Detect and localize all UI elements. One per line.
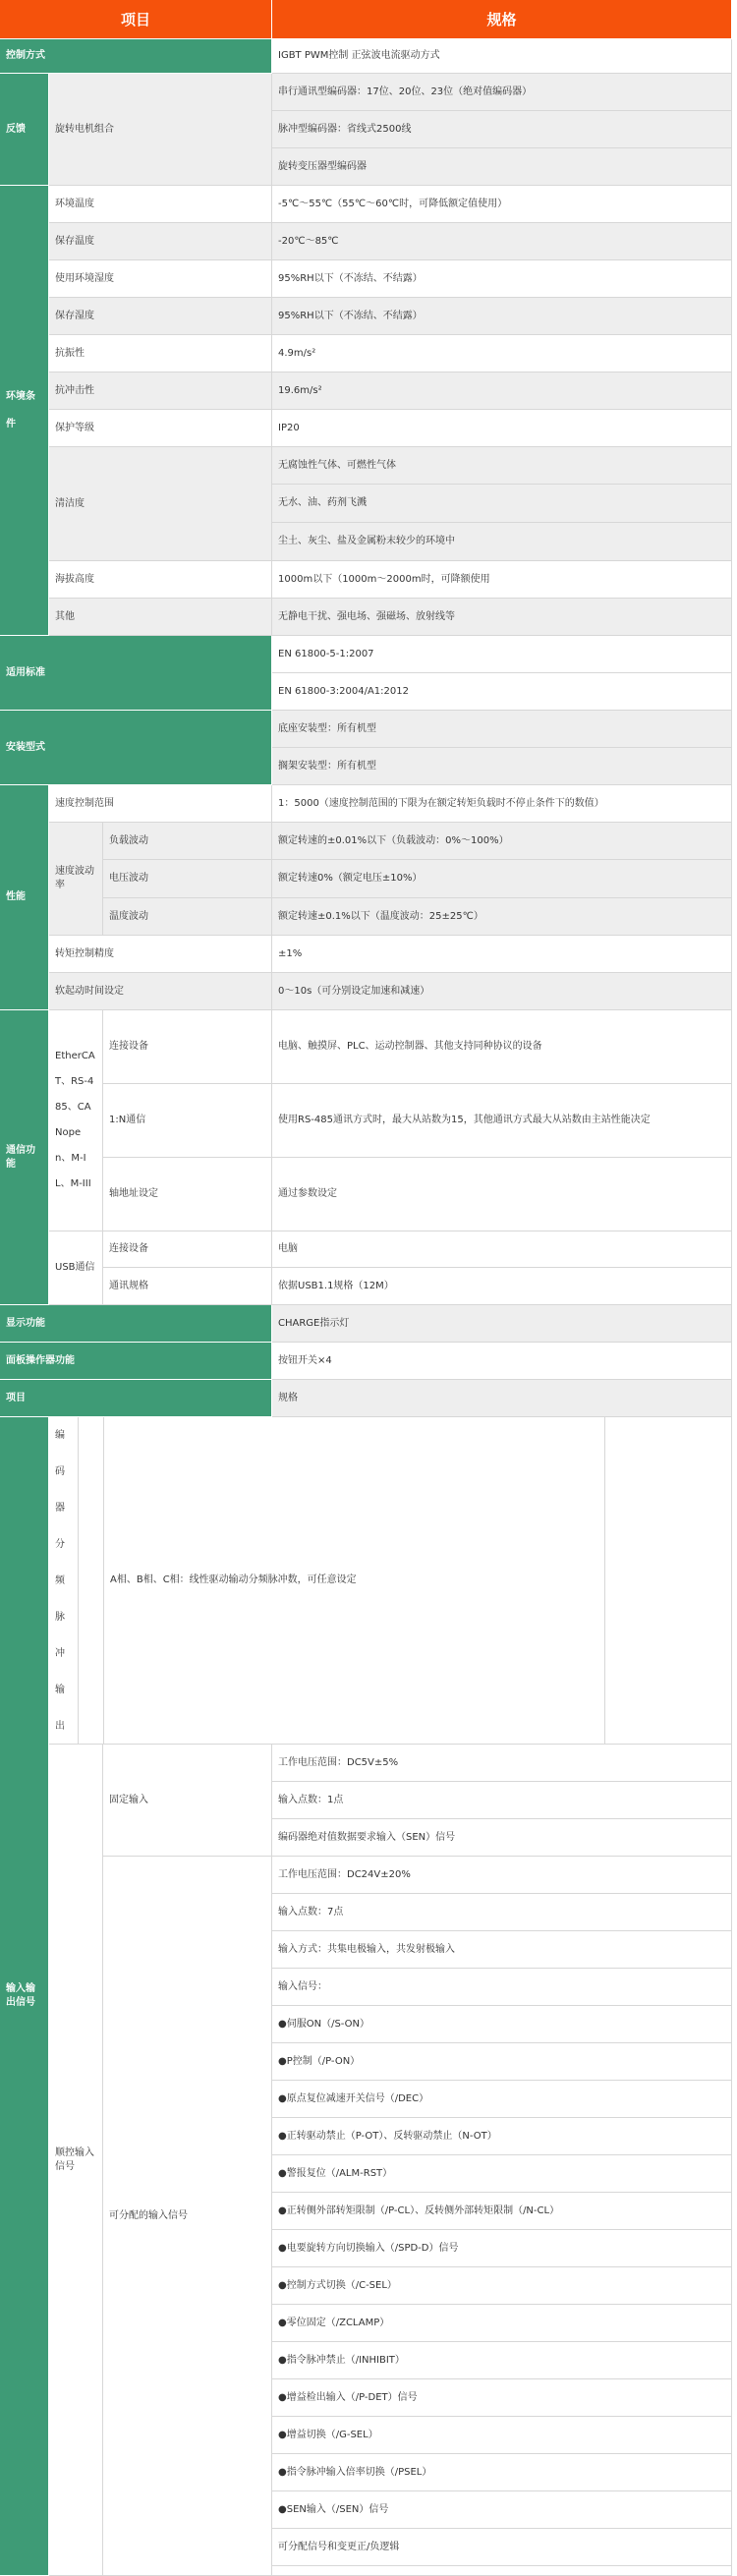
env-name-3: 使用环境湿度 xyxy=(49,260,272,298)
io-assignable-value-18: ●SEN输入（/SEN）信号 xyxy=(272,2491,732,2529)
env-cleanliness-name: 清洁度 xyxy=(49,447,272,561)
feedback-sub: 旋转电机组合 xyxy=(49,74,272,186)
comm-bus-item-3-value: 通过参数设定 xyxy=(272,1158,732,1231)
io-encoder-value: A相、B相、C相：线性驱动输动分频脉冲数，可任意设定 xyxy=(104,1417,605,1745)
panel-label: 面板操作器功能 xyxy=(0,1343,272,1380)
fluctuation-item-2-value: 额定转速0%（额定电压±10%） xyxy=(272,860,732,898)
env-label: 环境条件 xyxy=(0,186,49,636)
comm-usb-item-2-value: 依据USB1.1规格（12M） xyxy=(272,1268,732,1305)
io-assignable-value-16: ●增益切换（/G-SEL） xyxy=(272,2417,732,2454)
env-other-value: 无静电干扰、强电场、强磁场、放射线等 xyxy=(272,599,732,636)
display-label: 显示功能 xyxy=(0,1305,272,1343)
env-value-7: IP20 xyxy=(272,410,732,447)
env-name-7: 保护等级 xyxy=(49,410,272,447)
io-fixed-value-2: 输入点数：1点 xyxy=(272,1782,732,1819)
io-assignable-continuation xyxy=(272,2566,732,2576)
io-assignable-value-10: ●正转侧外部转矩限制（/P-CL）、反转侧外部转矩限制（/N-CL） xyxy=(272,2193,732,2230)
io-seq-label: 顺控输入信号 xyxy=(49,1745,103,2576)
env-value-6: 19.6m/s² xyxy=(272,372,732,410)
fluctuation-item-1-name: 负载波动 xyxy=(103,823,272,860)
env-value-3: 95%RH以下（不冻结、不结露） xyxy=(272,260,732,298)
env-name-1: 环境温度 xyxy=(49,186,272,223)
comm-bus-item-2-name: 1:N通信 xyxy=(103,1084,272,1158)
fluctuation-item-3-value: 额定转速±0.1%以下（温度波动：25±25℃） xyxy=(272,898,732,936)
env-value-2: -20℃～85℃ xyxy=(272,223,732,260)
torque-accuracy-name: 转矩控制精度 xyxy=(49,936,272,973)
feedback-value-3: 旋转变压器型编码器 xyxy=(272,148,732,186)
io-assignable-value-1: 工作电压范围：DC24V±20% xyxy=(272,1857,732,1894)
io-fixed-value-3: 编码器绝对值数据要求输入（SEN）信号 xyxy=(272,1819,732,1857)
env-cleanliness-value-2: 无水、油、药剂飞溅 xyxy=(272,485,732,523)
env-name-6: 抗冲击性 xyxy=(49,372,272,410)
io-encoder-spacer xyxy=(79,1417,104,1745)
display-value: CHARGE指示灯 xyxy=(272,1305,732,1343)
mounting-label: 安装型式 xyxy=(0,711,272,785)
comm-bus-item-1-value: 电脑、触摸屏、PLC、运动控制器、其他支持同种协议的设备 xyxy=(272,1010,732,1084)
mounting-value-1: 底座安装型：所有机型 xyxy=(272,711,732,748)
comm-usb-item-1-name: 连接设备 xyxy=(103,1231,272,1268)
comm-bus-item-3-name: 轴地址设定 xyxy=(103,1158,272,1231)
header-spec: 规格 xyxy=(272,0,732,39)
subheader-value: 规格 xyxy=(272,1380,732,1417)
io-assignable-name: 可分配的输入信号 xyxy=(103,1857,272,2576)
comm-usb-name: USB通信 xyxy=(49,1231,103,1305)
io-encoder-blank xyxy=(605,1417,732,1745)
speed-range-value: 1：5000（速度控制范围的下限为在额定转矩负载时不停止条件下的数值） xyxy=(272,785,732,823)
env-value-4: 95%RH以下（不冻结、不结露） xyxy=(272,298,732,335)
env-name-5: 抗振性 xyxy=(49,335,272,372)
env-altitude-name: 海拔高度 xyxy=(49,561,272,599)
io-assignable-value-8: ●正转驱动禁止（P-OT）、反转驱动禁止（N-OT） xyxy=(272,2118,732,2155)
io-assignable-value-14: ●指令脉冲禁止（/INHIBIT） xyxy=(272,2342,732,2379)
fluctuation-item-1-value: 额定转速的±0.01%以下（负载波动：0%～100%） xyxy=(272,823,732,860)
standards-label: 适用标准 xyxy=(0,636,272,711)
env-name-2: 保存温度 xyxy=(49,223,272,260)
env-value-1: -5℃～55℃（55℃～60℃时，可降低额定值使用） xyxy=(272,186,732,223)
soft-start-name: 软起动时间设定 xyxy=(49,973,272,1010)
torque-accuracy-value: ±1% xyxy=(272,936,732,973)
feedback-value-2: 脉冲型编码器：省线式2500线 xyxy=(272,111,732,148)
io-assignable-value-7: ●原点复位减速开关信号（/DEC） xyxy=(272,2081,732,2118)
standards-value-2: EN 61800-3:2004/A1:2012 xyxy=(272,673,732,711)
comm-bus-name: EtherCA T、RS-4 85、CA Nope n、M-I L、M-III xyxy=(49,1010,103,1231)
io-assignable-value-3: 输入方式：共集电极输入，共发射极输入 xyxy=(272,1931,732,1969)
comm-label: 通信功能 xyxy=(0,1010,49,1305)
env-value-5: 4.9m/s² xyxy=(272,335,732,372)
env-altitude-value: 1000m以下（1000m～2000m时，可降额使用 xyxy=(272,561,732,599)
comm-usb-item-2-name: 通讯规格 xyxy=(103,1268,272,1305)
mounting-value-2: 搁架安装型：所有机型 xyxy=(272,748,732,785)
performance-label: 性能 xyxy=(0,785,49,1010)
io-label: 输入输出信号 xyxy=(0,1417,49,2576)
feedback-value-1: 串行通讯型编码器：17位、20位、23位（绝对值编码器） xyxy=(272,74,732,111)
fluctuation-name: 速度波动率 xyxy=(49,823,103,936)
control-method-value: IGBT PWM控制 正弦波电流驱动方式 xyxy=(272,39,732,74)
io-assignable-value-17: ●指令脉冲输入倍率切换（/PSEL） xyxy=(272,2454,732,2491)
fluctuation-item-3-name: 温度波动 xyxy=(103,898,272,936)
comm-usb-item-1-value: 电脑 xyxy=(272,1231,732,1268)
io-fixed-name: 固定输入 xyxy=(103,1745,272,1857)
io-assignable-value-12: ●控制方式切换（/C-SEL） xyxy=(272,2267,732,2305)
io-assignable-value-11: ●电要旋转方向切换输入（/SPD-D）信号 xyxy=(272,2230,732,2267)
feedback-label: 反馈 xyxy=(0,74,49,186)
standards-value-1: EN 61800-5-1:2007 xyxy=(272,636,732,673)
io-encoder-name: 编 码 器 分 频 脉 冲 输 出 xyxy=(49,1417,79,1745)
panel-value: 按钮开关×4 xyxy=(272,1343,732,1380)
subheader-label: 项目 xyxy=(0,1380,272,1417)
io-assignable-value-4: 输入信号： xyxy=(272,1969,732,2006)
env-cleanliness-value-3: 尘土、灰尘、盐及金属粉末较少的环境中 xyxy=(272,523,732,561)
env-cleanliness-value-1: 无腐蚀性气体、可燃性气体 xyxy=(272,447,732,485)
speed-range-name: 速度控制范围 xyxy=(49,785,272,823)
fluctuation-item-2-name: 电压波动 xyxy=(103,860,272,898)
header-item: 项目 xyxy=(0,0,272,39)
io-assignable-value-9: ●警报复位（/ALM-RST） xyxy=(272,2155,732,2193)
control-method-label: 控制方式 xyxy=(0,39,272,74)
env-name-4: 保存湿度 xyxy=(49,298,272,335)
soft-start-value: 0～10s（可分别设定加速和减速） xyxy=(272,973,732,1010)
comm-bus-item-2-value: 使用RS-485通讯方式时，最大从站数为15，其他通讯方式最大从站数由主站性能决定 xyxy=(272,1084,732,1158)
io-assignable-value-6: ●P控制（/P-ON） xyxy=(272,2043,732,2081)
io-assignable-value-5: ●伺服ON（/S-ON） xyxy=(272,2006,732,2043)
io-assignable-value-2: 输入点数：7点 xyxy=(272,1894,732,1931)
comm-bus-item-1-name: 连接设备 xyxy=(103,1010,272,1084)
io-assignable-value-15: ●增益检出输入（/P-DET）信号 xyxy=(272,2379,732,2417)
io-fixed-value-1: 工作电压范围：DC5V±5% xyxy=(272,1745,732,1782)
io-assignable-value-19: 可分配信号和变更正/负逻辑 xyxy=(272,2529,732,2566)
env-other-name: 其他 xyxy=(49,599,272,636)
io-assignable-value-13: ●零位固定（/ZCLAMP） xyxy=(272,2305,732,2342)
